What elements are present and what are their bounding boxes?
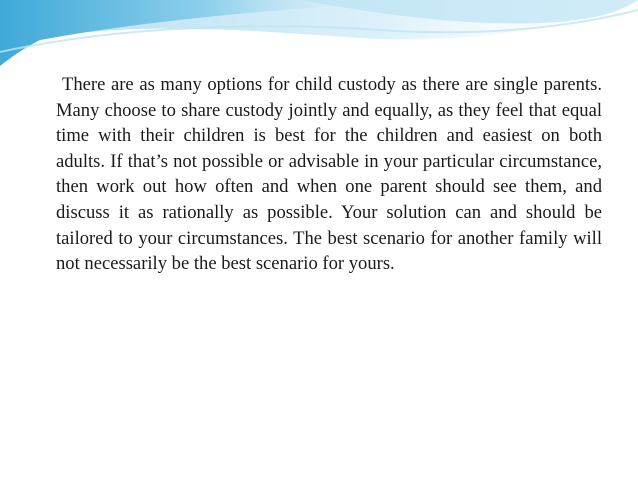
header-wave-decoration bbox=[0, 0, 638, 80]
body-paragraph: There are as many options for child custody as there are single parents. Many choose to share custody jointly and equally, as they feel that equal time with their children is best for the children and easiest on both adults. If that’s not possible or advisable in your particular circumstance, then work out how often and when one parent should see them, and discuss it as rationally as possible. Your solution can and should be tailored to your circumstances. The best scenario for another family will not necessarily be the best scenario for yours. bbox=[56, 74, 602, 275]
